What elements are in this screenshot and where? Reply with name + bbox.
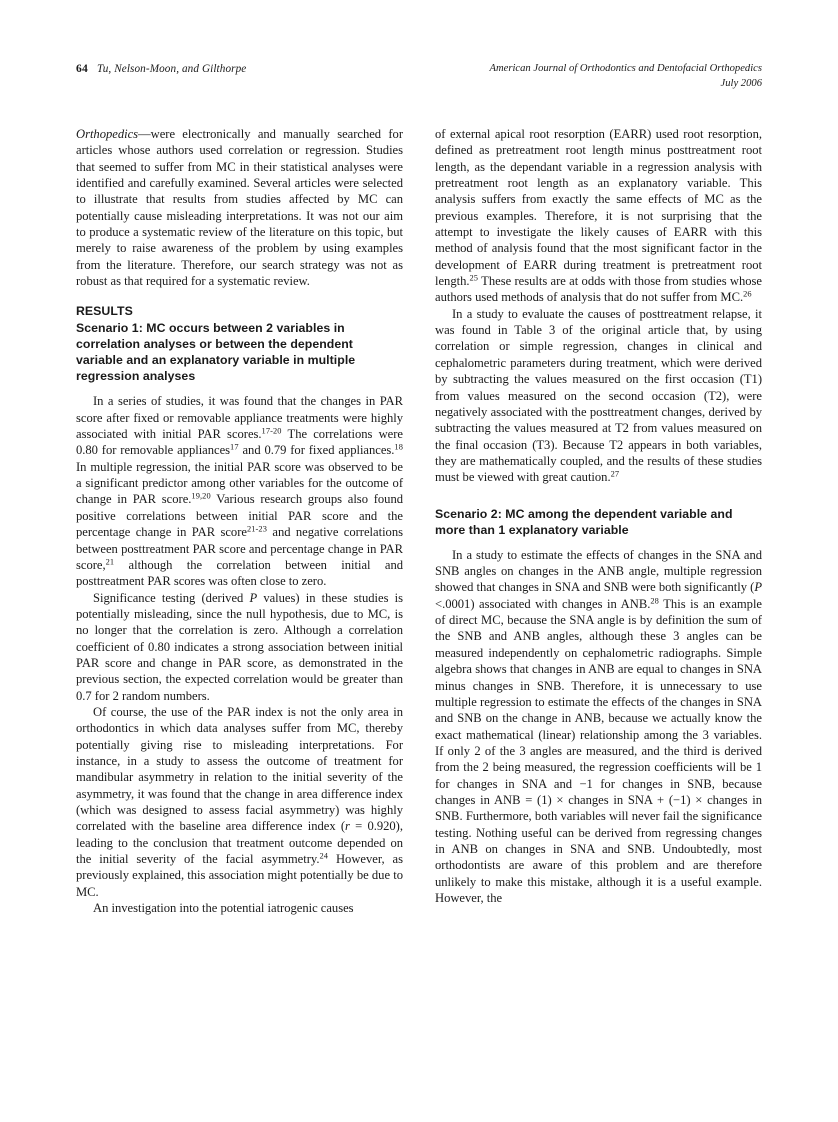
- paragraph-text: of external apical root resorption (EARR) used root resorption, defined as pretreatment root length minus posttreatment root length, as the dependant variable in a regression analysis with pretreatment root length as an explanatory variable. This analysis suffers from exactly the same effects of MC as the previous examples. Therefore, it is not surprising that the attempt to investigate the likely causes of EARR with this method of analysis found that the most significant factor in the development of EARR during treatment is pretreatment root length.: [435, 127, 762, 289]
- paragraph-text: This is an example of direct MC, because the SNA angle is by definition the sum of the SNB and ANB angles, although these 3 angles can be measured independently on cephalometric radiographs. Simple algebra shows that changes in ANB are equal to changes in SNA minus changes in SNB. Therefore, it is unnecessary to use multiple regression to estimate the effects of the changes in SNA and SNB on the change in ANB, because we actually know the exact mathematical (linear) relationship among the 3 variables. If only 2 of the 3 angles are measured, and the third is derived from the 2 being measured, the regression coefficients will be 1 for changes in SNA and −1 for changes in SNB, because changes in ANB = (1) × changes in SNA + (−1) × changes in SNB. Furthermore, both variables will never fail the significance testing. Nothing useful can be derived from regressing changes in ANB on changes in SNA and SNB. Undoubtedly, most orthodontists are aware of this problem and are therefore unlikely to make this mistake, although it is a useful example. However, the: [435, 596, 762, 905]
- paragraph-par-scores: [76, 384, 403, 589]
- reference-marker: 17-20: [261, 426, 282, 436]
- paragraph-text: In multiple regression, the initial PAR score was observed to be a significant predictor among other variables for the outcome of change in PAR score.: [76, 459, 403, 507]
- running-head: [76, 62, 762, 91]
- page-number: 64: [76, 62, 88, 75]
- reference-marker: 19,20: [191, 491, 211, 501]
- column-left: [76, 126, 403, 1051]
- paragraph-text: In a study to estimate the effects of changes in the SNA and SNB angles on changes in the ANB angle, multiple regression showed that changes in SNA and SNB were both significantly (: [435, 547, 762, 595]
- reference-marker: 24: [319, 851, 329, 861]
- reference-marker: 21: [105, 557, 115, 567]
- paragraph-text: —were electronically and manually searched for articles whose authors used correlation or regression. Studies that seemed to suffer from MC in their statistical analyses were identified and carefully examined. Several articles were selected to illustrate that results from studies affected by MC can potentially cause misleading interpretations. It was not our aim to produce a systematic review of the literature on this topic, but merely to raise awareness of the problem by using examples from the literature. Therefore, our search strategy was not as robust as that required for a systematic review.: [76, 127, 403, 289]
- paragraph-par-index: [76, 704, 403, 900]
- paragraph-text: These results are at odds with those from studies whose authors used methods of analysis that do not suffer from MC.: [435, 274, 762, 305]
- paragraph-text: and negative correlations between posttreatment PAR score and percentage change in PAR score,: [76, 525, 403, 572]
- paragraph-text: <.0001) associated with changes in ANB.: [435, 596, 651, 611]
- paragraph-text: However, as previously explained, this association might potentially be due to MC.: [76, 852, 403, 899]
- reference-marker: 18: [394, 442, 403, 452]
- reference-marker: 26: [743, 289, 752, 299]
- paragraph-text: Significance testing (derived: [93, 590, 250, 605]
- paragraph-text: values) in these studies is potentially misleading, since the null hypothesis, due to MC, is no longer that the correlation is zero. Although a correlation coefficient of 0.80 indicates a strong association between initial PAR score and change in PAR score, as demonstrated in the previous section, the expected correlation would be greater than 0.7 for 2 random numbers.: [76, 590, 403, 703]
- paragraph-text: Various research groups also found positive correlations between initial PAR score and the percentage change in PAR score: [76, 492, 403, 540]
- heading-scenario-2: Scenario 2: MC among the dependent variable and more than 1 explanatory variable: [435, 506, 733, 537]
- paragraph-significance-testing: [76, 590, 403, 704]
- paragraph-sna-snb-anb: [435, 538, 762, 907]
- reference-marker: 21-23: [246, 524, 267, 534]
- paragraph-text: Of course, the use of the PAR index is not the only area in orthodontics in which data analyses suffer from MC, thereby potentially giving rise to misleading interpretations. For instance, in a study to assess the outcome of treatment for mandibular asymmetry in relation to the initial severity of the asymmetry, it was found that the change in area difference index (which was designed to assess facial asymmetry) was highly correlated with the baseline area difference index (: [76, 704, 403, 834]
- paragraph-text: and 0.79 for fixed appliances.: [238, 443, 395, 458]
- paragraph-text: although the correlation between initial and posttreatment PAR scores was often close to zero.: [76, 557, 403, 589]
- p-value-symbol: P: [249, 590, 258, 605]
- paragraph-text: In a study to evaluate the causes of posttreatment relapse, it was found in Table 3 of the original article that, by using correlation or simple regression, changes in clinical and cephalometric parameters during treatment, which were derived by subtracting the values measured on the first occasion (T1) from values measured on the second occasion (T2), were negatively associated with the posttreatment changes, derived by subtracting the values measured at T2 from values measured on the final occasion (T3). Because T2 appears in both variables, they are mathematically coupled, and the results of these studies must be viewed with great caution.: [435, 306, 762, 485]
- paragraph-text: = 0.920), leading to the conclusion that treatment outcome depended on the initial severity of the facial asymmetry.: [76, 819, 403, 867]
- paragraph-earr: [435, 126, 762, 306]
- article-body: [76, 126, 762, 1051]
- paragraph-text: The correlations were 0.80 for removable appliances: [76, 427, 403, 458]
- reference-marker: 25: [469, 273, 479, 283]
- reference-marker: 17: [230, 442, 239, 452]
- p-value-symbol: P: [754, 580, 762, 595]
- running-head-authors: Tu, Nelson-Moon, and Gilthorpe: [97, 63, 247, 75]
- column-right: [435, 126, 762, 1051]
- journal-title: American Journal of Orthodontics and Dentofacial Orthopedics: [489, 63, 762, 74]
- paragraph-text: In a series of studies, it was found that the changes in PAR score after fixed or removable appliance treatments were highly associated with initial PAR scores.: [76, 394, 403, 442]
- paragraph-iatrogenic-causes: An investigation into the potential iatrogenic causes: [93, 901, 354, 916]
- paragraph-relapse-study: [435, 306, 762, 486]
- reference-marker: 27: [610, 469, 620, 479]
- journal-name-italic: Orthopedics: [76, 127, 139, 141]
- heading-results: RESULTS: [76, 304, 133, 319]
- reference-marker: 28: [650, 596, 659, 606]
- paragraph-continuation: [76, 126, 403, 289]
- issue-date: July 2006: [720, 77, 762, 89]
- running-head-right: [490, 62, 762, 91]
- correlation-symbol: r: [345, 819, 350, 834]
- heading-scenario-1: Scenario 1: MC occurs between 2 variables in correlation analyses or between the dependent variable and an explanatory variable in multiple regression analyses: [76, 321, 356, 384]
- running-head-left: [76, 62, 246, 76]
